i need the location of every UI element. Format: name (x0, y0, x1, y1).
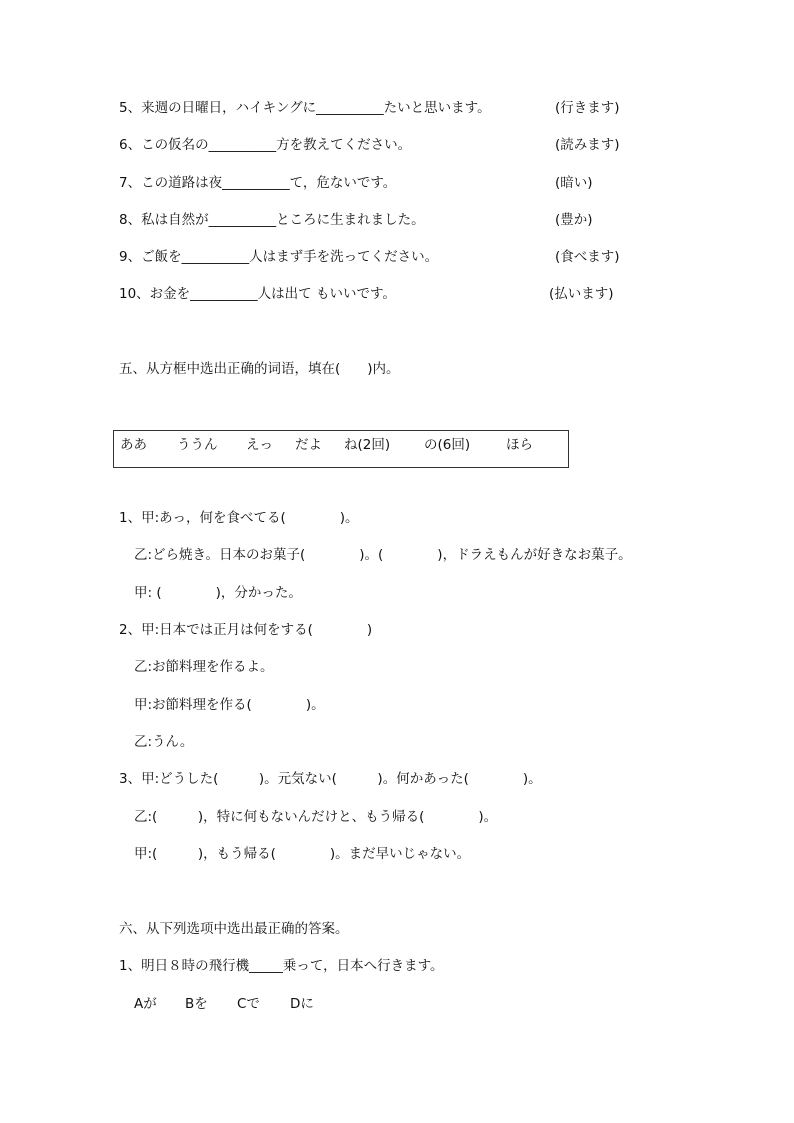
word-bank-item: えっ (246, 437, 273, 453)
question-6-text: 6、この仮名の__________方を教えてください。 (119, 137, 412, 153)
dialogue-3-line-2: 乙:( )，特に何もないんだけと、もう帰る( )。 (134, 809, 498, 825)
dialogue-3-line-1: 3、甲:どうした( )。元気ない( )。何かあった( )。 (119, 771, 542, 787)
word-bank-item: ほら (506, 437, 533, 453)
word-bank-item: ああ (120, 437, 147, 453)
question-10-hint: (払います) (549, 286, 614, 302)
question-6-1-text: 1、明日８時の飛行機_____乗って，日本へ行きます。 (119, 958, 444, 974)
word-bank-item: の(6回) (424, 437, 471, 453)
question-9-hint: (食べます) (555, 249, 620, 265)
dialogue-2-line-1: 2、甲:日本では正月は何をする( ) (119, 622, 373, 638)
question-5-hint: (行きます) (555, 100, 620, 116)
word-bank-item: ううん (177, 437, 218, 453)
dialogue-1-line-2: 乙:どら焼き。日本のお菓子( )。( )，ドラえもんが好きなお菓子。 (134, 547, 632, 563)
option-d: Dに (290, 996, 314, 1012)
dialogue-2-line-3: 甲:お節料理を作る( )。 (134, 697, 325, 713)
question-8-text: 8、私は自然が__________ところに生まれました。 (119, 212, 425, 228)
question-10-text: 10、お金を__________人は出て もいいです。 (119, 286, 396, 302)
word-bank-box (113, 430, 569, 468)
dialogue-2-line-4: 乙:うん。 (134, 734, 194, 750)
question-5-text: 5、来週の日曜日，ハイキングに__________たいと思います。 (119, 100, 491, 116)
word-bank-item: だよ (295, 437, 322, 453)
question-6-hint: (読みます) (555, 137, 620, 153)
dialogue-1-line-3: 甲: ( )，分かった。 (134, 585, 302, 601)
question-7-text: 7、この道路は夜__________て，危ないです。 (119, 175, 397, 191)
dialogue-1-line-1: 1、甲:あっ，何を食べてる( )。 (119, 510, 359, 526)
question-7-hint: (暗い) (555, 175, 593, 191)
dialogue-3-line-3: 甲:( )，もう帰る( )。まだ早いじゃない。 (134, 846, 471, 862)
question-9-text: 9、ご飯を__________人はまず手を洗ってください。 (119, 249, 439, 265)
dialogue-2-line-2: 乙:お節料理を作るよ。 (134, 659, 274, 675)
option-c: Cで (237, 996, 260, 1012)
question-8-hint: (豊か) (555, 212, 593, 228)
section-6-heading: 六、从下列选项中选出最正确的答案。 (119, 921, 349, 937)
word-bank-item: ね(2回) (344, 437, 391, 453)
option-b: Bを (185, 996, 208, 1012)
option-a: Aが (134, 996, 157, 1012)
section-5-heading: 五、从方框中选出正确的词语，填在( )内。 (119, 361, 400, 377)
